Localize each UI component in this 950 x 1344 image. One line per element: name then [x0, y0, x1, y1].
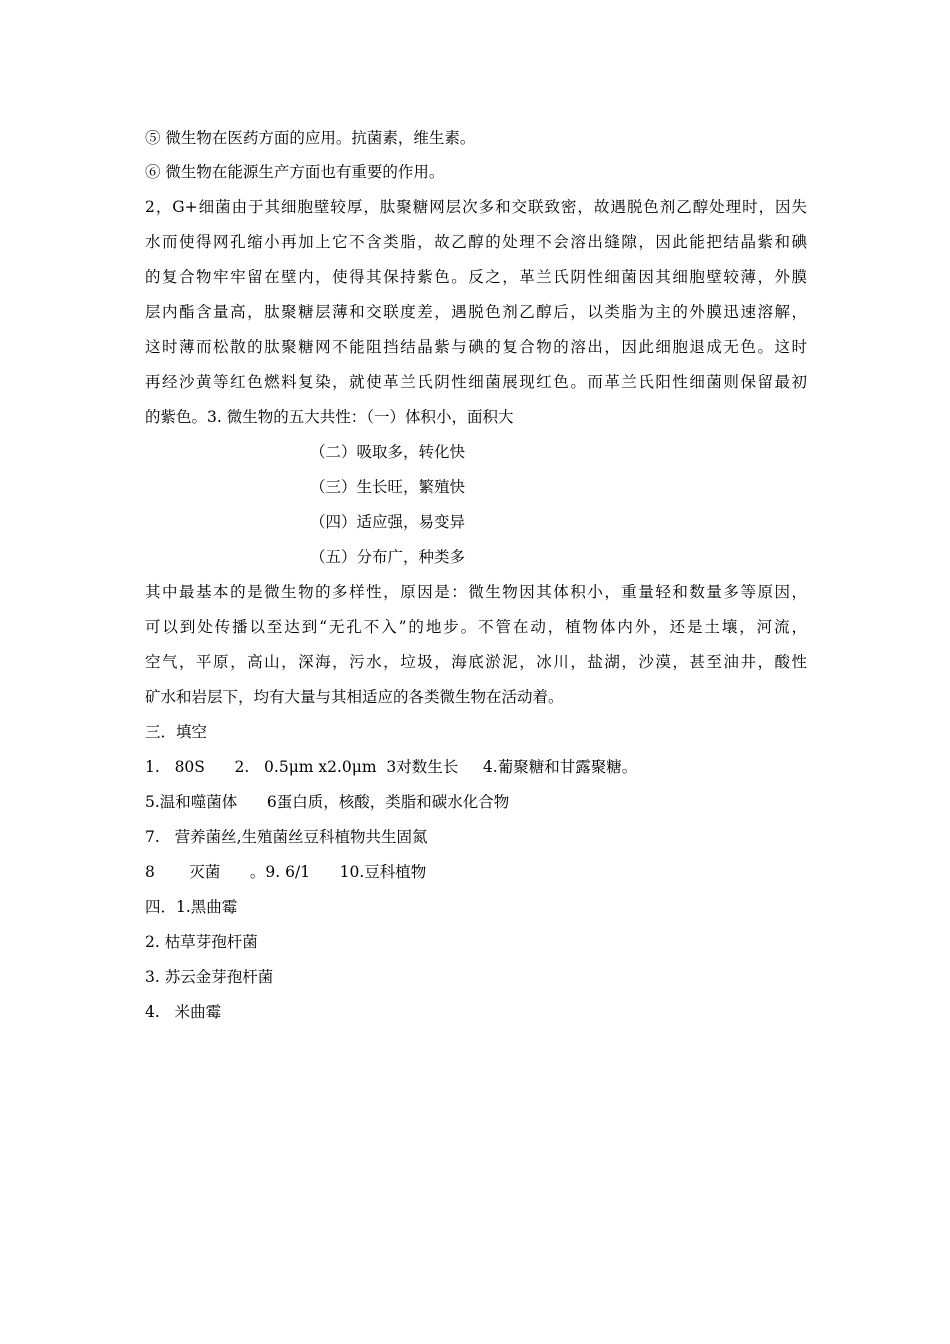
list-item: （二）吸取多，转化快: [310, 443, 466, 461]
section-heading: 三．填空: [145, 723, 208, 741]
answer-line: 7. 营养菌丝,生殖菌丝豆科植物共生固氮: [145, 828, 428, 846]
paragraph-line: 可以到处传播以至达到“无孔不入”的地步。不管在动，植物体内外，还是土壤，河流，: [145, 618, 807, 636]
list-item: （五）分布广，种类多: [310, 548, 466, 566]
paragraph-line: 水而使得网孔缩小再加上它不含类脂，故乙醇的处理不会溶出缝隙，因此能把结晶紫和碘: [145, 233, 807, 251]
paragraph-line: 再经沙黄等红色燃料复染，就使革兰氏阴性细菌展现红色。而革兰氏阳性细菌则保留最初: [145, 373, 807, 391]
answer-line: 4. 米曲霉: [145, 1003, 222, 1021]
text-line: ⑥ 微生物在能源生产方面也有重要的作用。: [145, 163, 445, 181]
answer-line: 1. 80S 2. 0.5μm x2.0μm 3对数生长 4.葡聚糖和甘露聚糖。: [145, 758, 638, 776]
answer-line: 2. 枯草芽孢杆菌: [145, 933, 258, 951]
paragraph-line: 层内酯含量高，肽聚糖层薄和交联度差，遇脱色剂乙醇后，以类脂为主的外膜迅速溶解，: [145, 303, 807, 321]
paragraph-line: 2，G+细菌由于其细胞壁较厚，肽聚糖网层次多和交联致密，故遇脱色剂乙醇处理时，因失: [145, 198, 807, 216]
text-line: 矿水和岩层下，均有大量与其相适应的各类微生物在活动着。: [145, 688, 564, 706]
section-heading: 四．1.黑曲霉: [145, 898, 238, 916]
paragraph-line: 空气，平原，高山，深海，污水，垃圾，海底淤泥，冰川，盐湖，沙漠，甚至油井，酸性: [145, 653, 807, 671]
list-item: （四）适应强，易变异: [310, 513, 466, 531]
text-line: 的紫色。3. 微生物的五大共性：（一）体积小，面积大: [145, 408, 514, 426]
text-line: ⑤ 微生物在医药方面的应用。抗菌素，维生素。: [145, 129, 476, 147]
answer-line: 5.温和噬菌体 6蛋白质，核酸，类脂和碳水化合物: [145, 793, 510, 811]
paragraph-line: 的复合物牢牢留在壁内，使得其保持紫色。反之，革兰氏阴性细菌因其细胞壁较薄，外膜: [145, 268, 807, 286]
paragraph-line: 其中最基本的是微生物的多样性，原因是：微生物因其体积小，重量轻和数量多等原因，: [145, 583, 807, 601]
answer-line: 3. 苏云金芽孢杆菌: [145, 968, 274, 986]
answer-line: 8 灭菌 。9. 6/1 10.豆科植物: [145, 863, 427, 881]
paragraph-line: 这时薄而松散的肽聚糖网不能阻挡结晶紫与碘的复合物的溶出，因此细胞退成无色。这时: [145, 338, 807, 356]
list-item: （三）生长旺，繁殖快: [310, 478, 466, 496]
